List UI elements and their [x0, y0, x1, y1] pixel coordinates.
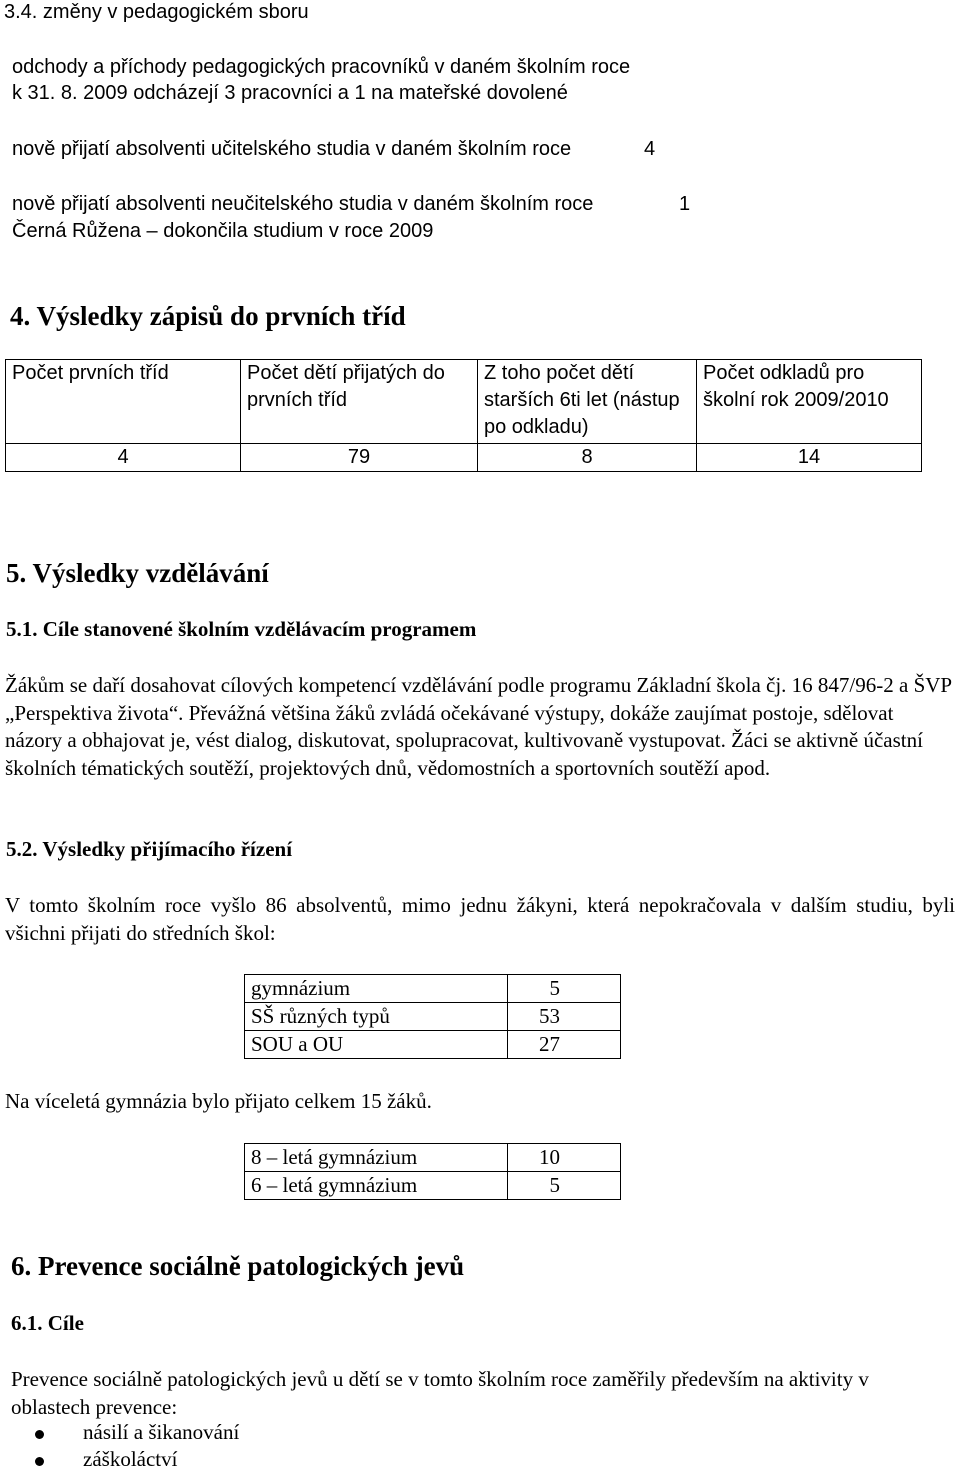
section-5-1-heading: 5.1. Cíle stanovené školním vzdělávacím programem	[6, 617, 477, 641]
list-item: násilí a šikanování	[83, 1420, 240, 1444]
school-type-value: 27	[508, 1031, 621, 1059]
header-older-children: Z toho počet dětí starších 6ti let (nástup po odkladu)	[478, 360, 697, 444]
staff-departures-line: k 31. 8. 2009 odcházejí 3 pracovníci a 1 na mateřské dovolené	[12, 82, 568, 104]
school-type-label: SOU a OU	[245, 1031, 508, 1059]
bullet-icon	[35, 1430, 44, 1439]
header-admitted-children: Počet dětí přijatých do prvních tříd	[241, 360, 478, 444]
schools-table	[244, 974, 621, 1059]
header-deferrals: Počet odkladů pro školní rok 2009/2010	[697, 360, 922, 444]
school-type-label: gymnázium	[245, 975, 508, 1003]
multi-year-gymnasia-text: Na víceletá gymnázia bylo přijato celkem 15 žáků.	[5, 1089, 432, 1113]
study-completion-line: Černá Růžena – dokončila studium v roce 2009	[12, 220, 434, 242]
table-row	[6, 444, 922, 472]
new-nonteacher-graduates-value: 1	[679, 193, 691, 215]
new-nonteacher-graduates-label: nově přijatí absolventi neučitelského studia v daném školním roce	[12, 193, 594, 215]
enrollment-table	[5, 359, 922, 472]
section-4-heading: 4. Výsledky zápisů do prvních tříd	[10, 301, 406, 331]
class-count-value: 4	[6, 444, 241, 472]
section-5-1-text: Žákům se daří dosahovat cílových kompetencí vzdělávání podle programu Základní škola čj. 16 847/96-2 a ŠVP „Perspektiva života“. Převážná většina žáků zvládá očekávané výstupy, dokáže zaujímat postoje, sdělovat názory a obhajovat je, vést dialog, diskutovat, spolupracovat, kultivovaně vystupovat. Žáci se aktivně účastní školních tématických soutěží, projektových dnů, vědomostních a sportovních soutěží apod.	[5, 673, 952, 780]
gymnasia-table	[244, 1143, 621, 1200]
table-row	[245, 1003, 621, 1031]
staff-changes-line: odchody a příchody pedagogických pracovníků v daném školním roce	[12, 56, 631, 78]
section-5-heading: 5. Výsledky vzdělávání	[6, 558, 269, 588]
table-row	[245, 975, 621, 1003]
gymnasium-type-value: 10	[508, 1144, 621, 1172]
deferrals-value: 14	[697, 444, 922, 472]
school-type-value: 53	[508, 1003, 621, 1031]
section-6-heading: 6. Prevence sociálně patologických jevů	[11, 1251, 465, 1281]
school-type-value: 5	[508, 975, 621, 1003]
table-header-row	[6, 360, 922, 444]
new-teacher-graduates-label: nově přijatí absolventi učitelského studia v daném školním roce	[12, 138, 572, 160]
table-row	[245, 1172, 621, 1200]
section-6-1-text: Prevence sociálně patologických jevů u dětí se v tomto školním roce zaměřily především na aktivity v oblastech prevence:	[11, 1367, 869, 1419]
table-row	[245, 1144, 621, 1172]
bullet-icon	[35, 1457, 44, 1466]
table-row	[245, 1031, 621, 1059]
gymnasium-type-label: 8 – letá gymnázium	[245, 1144, 508, 1172]
school-type-label: SŠ různých typů	[245, 1003, 508, 1031]
new-teacher-graduates-value: 4	[644, 138, 656, 160]
admitted-children-value: 79	[241, 444, 478, 472]
older-children-value: 8	[478, 444, 697, 472]
list-item: záškoláctví	[83, 1447, 178, 1471]
section-3-4-heading: 3.4. změny v pedagogickém sboru	[4, 1, 309, 23]
gymnasium-type-label: 6 – letá gymnázium	[245, 1172, 508, 1200]
section-5-2-text: V tomto školním roce vyšlo 86 absolventů, mimo jednu žákyni, která nepokračovala v dalším studiu, byli všichni přijati do středních škol:	[5, 893, 955, 945]
gymnasium-type-value: 5	[508, 1172, 621, 1200]
header-class-count: Počet prvních tříd	[6, 360, 241, 444]
section-6-1-heading: 6.1. Cíle	[11, 1311, 84, 1335]
section-5-2-heading: 5.2. Výsledky přijímacího řízení	[6, 837, 293, 861]
